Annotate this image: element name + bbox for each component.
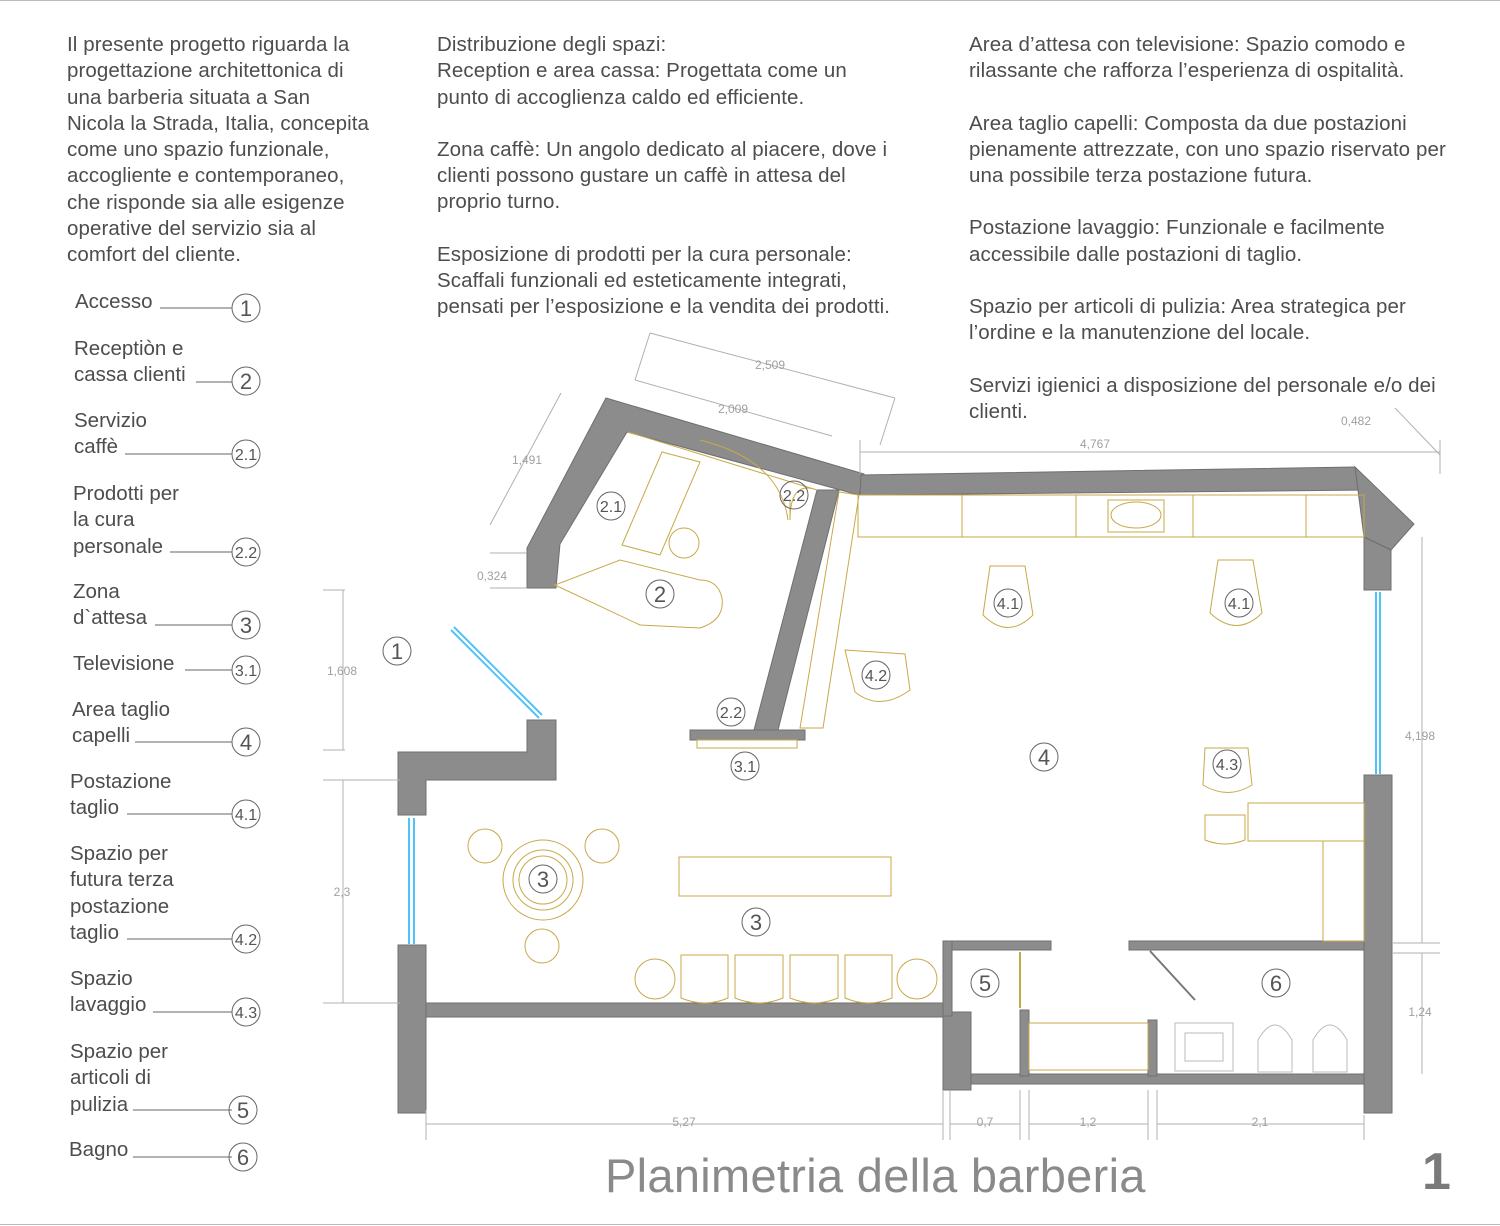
plan-label-waiting-a: 3 xyxy=(536,867,550,892)
legend-label-future-station: Spazio per futura terza postazione taglio xyxy=(70,842,174,944)
dim-0324: 0,324 xyxy=(476,569,508,583)
legend-code-4-3: 4.3 xyxy=(234,1005,258,1022)
stool xyxy=(525,929,559,963)
drawing-title: Planimetria della barberia xyxy=(605,1149,1146,1202)
legend-label-television: Televisione xyxy=(73,652,175,675)
wall-east-lower xyxy=(1364,775,1392,1113)
wall-north xyxy=(860,467,1368,495)
intro-line: Il presente progetto riguarda la xyxy=(67,33,350,56)
sink-frame xyxy=(1108,500,1164,532)
stool xyxy=(897,959,937,999)
legend-code-3: 3 xyxy=(239,613,253,638)
cleaning-closet xyxy=(1029,1023,1148,1070)
dim-0482: 0,482 xyxy=(1340,414,1372,428)
intro-line: Nicola la Strada, Italia, concepita xyxy=(67,111,370,135)
armchair xyxy=(681,955,728,1003)
dim-1491: 1,491 xyxy=(511,453,543,467)
furniture xyxy=(468,432,1364,1070)
partition-bathroom-west xyxy=(1148,1020,1157,1076)
partition-cleaning-east xyxy=(1020,1010,1029,1076)
dim-4198: 4,198 xyxy=(1404,729,1436,743)
wall-service-pillar xyxy=(943,1012,971,1090)
dim-21: 2,1 xyxy=(1251,1115,1269,1129)
toilets-description: Servizi igienici a disposizione del personale e/o dei clienti. xyxy=(969,373,1436,423)
coffee-description: Zona caffè: Un angolo dedicato al piacere, dove i clienti possono gustare un caffè in attesa del proprio turno. xyxy=(437,137,888,214)
legend-code-6: 6 xyxy=(236,1145,250,1170)
legend-code-2-2: 2.2 xyxy=(234,545,258,562)
toilet xyxy=(1258,1025,1292,1072)
legend-label-bathroom: Bagno xyxy=(69,1138,129,1161)
partition-cleaning xyxy=(943,941,1051,950)
plan-markers xyxy=(383,481,1290,997)
legend-label-products: Prodotti per la cura personale xyxy=(73,482,179,558)
dimension-lines xyxy=(323,333,1440,1140)
legend-label-coffee: Servizio caffè xyxy=(74,409,147,459)
legend-code-1: 1 xyxy=(239,296,253,321)
wash-basin xyxy=(1205,815,1245,844)
legend-code-4: 4 xyxy=(239,730,253,755)
cutting-description: Area taglio capelli: Composta da due postazioni pienamente attrezzate, con uno spazio riservato per una possibile terza postazione futura. xyxy=(969,111,1446,188)
stool xyxy=(585,829,619,863)
legend-label-wash: Spazio lavaggio xyxy=(70,967,147,1017)
reception-description: Distribuzione degli spazi: Reception e area cassa: Progettata come un punto di accoglienza caldo ed efficiente. xyxy=(437,33,847,109)
bathroom-fixtures xyxy=(1150,951,1347,1072)
plan-label-products-b: 2.2 xyxy=(719,705,743,722)
stool xyxy=(635,959,675,999)
partition-diagonal xyxy=(754,490,839,730)
legend-label-waiting: Zona d`attesa xyxy=(73,580,148,630)
armchair xyxy=(790,955,838,1003)
intro-line: accogliente e contemporaneo, xyxy=(67,164,345,188)
reception-desk xyxy=(555,560,722,628)
legend-label-cleaning: Spazio per articoli di pulizia xyxy=(70,1040,169,1116)
plan-label-products-a: 2.2 xyxy=(782,488,806,505)
plan-label-wash-station: 4.3 xyxy=(1215,757,1239,774)
dim-527: 5,27 xyxy=(672,1115,696,1129)
plan-label-station-b: 4.1 xyxy=(1227,596,1251,613)
products-description: Esposizione di prodotti per la cura personale: Scaffali funzionali ed esteticamente integrati, pensati per l’esposizione e la vendita dei prodotti. xyxy=(437,242,891,319)
bidet xyxy=(1313,1025,1347,1072)
wash-description: Postazione lavaggio: Funzionale e facilmente accessibile dalle postazioni di taglio. xyxy=(969,216,1385,266)
dim-2009: 2,009 xyxy=(717,402,749,416)
wall-service-south xyxy=(971,1074,1364,1084)
legend-code-5: 5 xyxy=(236,1098,250,1123)
wall-west-upper xyxy=(398,720,556,815)
tv-screen xyxy=(697,740,797,748)
legend-code-3-1: 3.1 xyxy=(234,663,258,680)
dim-2509: 2,509 xyxy=(754,358,786,372)
partition-bathroom xyxy=(1129,941,1364,950)
intro-line: una barberia situata a San xyxy=(67,85,311,109)
wall-west-lower xyxy=(398,945,426,1113)
walls xyxy=(398,398,1414,1113)
plan-label-coffee: 2.1 xyxy=(599,499,623,516)
reception-counter xyxy=(622,452,700,555)
cleaning-description: Spazio per articoli di pulizia: Area strategica per l’ordine e la manutenzione del locale. xyxy=(969,295,1406,345)
armchair xyxy=(845,955,892,1003)
tv-console xyxy=(690,730,805,740)
dim-12: 1,2 xyxy=(1079,1115,1097,1129)
legend-code-4-2: 4.2 xyxy=(234,932,258,949)
armchair xyxy=(735,955,783,1003)
dim-4767: 4,767 xyxy=(1079,437,1111,451)
sheet-number: 1 xyxy=(1422,1143,1451,1201)
intro-line: comfort del cliente. xyxy=(67,243,242,267)
wash-cabinet xyxy=(1323,841,1364,941)
legend-label-station: Postazione taglio xyxy=(70,770,172,820)
plan-label-access: 1 xyxy=(390,639,404,664)
plan-marker-labels xyxy=(391,488,1282,996)
legend-code-2: 2 xyxy=(239,369,253,394)
dim-1608: 1,608 xyxy=(326,664,358,678)
waiting-description: Area d’attesa con televisione: Spazio comodo e rilassante che rafforza l’esperienza di ospitalità. xyxy=(969,33,1406,83)
plan-label-cleaning: 5 xyxy=(978,971,992,996)
plan-label-station-a: 4.1 xyxy=(996,596,1020,613)
intro-line: progettazione architettonica di xyxy=(67,59,344,83)
plan-label-television: 3.1 xyxy=(733,759,757,776)
plan-label-bathroom: 6 xyxy=(1269,971,1283,996)
dim-23: 2,3 xyxy=(333,885,351,899)
legend-label-access: Accesso xyxy=(75,290,153,313)
coffee-table xyxy=(679,857,891,896)
legend-codes xyxy=(235,296,257,1170)
legend-label-reception: Receptiòn e cassa clienti xyxy=(74,337,186,387)
intro-line: come uno spazio funzionale, xyxy=(67,138,330,162)
wash-counter xyxy=(1248,803,1364,841)
bathroom-sink xyxy=(1175,1023,1233,1071)
plan-label-future-station: 4.2 xyxy=(864,668,888,685)
plan-label-waiting-b: 3 xyxy=(749,910,763,935)
legend-label-cutting-area: Area taglio capelli xyxy=(72,698,171,748)
intro-line: operative del servizio sia al xyxy=(67,217,317,241)
dim-07: 0,7 xyxy=(976,1115,994,1129)
intro-line: che risponde sia alle esigenze xyxy=(67,190,345,214)
legend-code-2-1: 2.1 xyxy=(234,447,258,464)
dim-124: 1,24 xyxy=(1408,1005,1432,1019)
sink-basin xyxy=(1111,502,1161,528)
chair-station-2 xyxy=(1210,560,1262,626)
reception-stool xyxy=(669,528,699,558)
legend-code-4-1: 4.1 xyxy=(234,807,258,824)
wall-south xyxy=(426,1003,943,1017)
plan-label-cutting-area: 4 xyxy=(1037,745,1051,770)
partition-service-divider xyxy=(943,941,952,1016)
plan-label-reception: 2 xyxy=(653,582,667,607)
stool xyxy=(468,829,502,863)
